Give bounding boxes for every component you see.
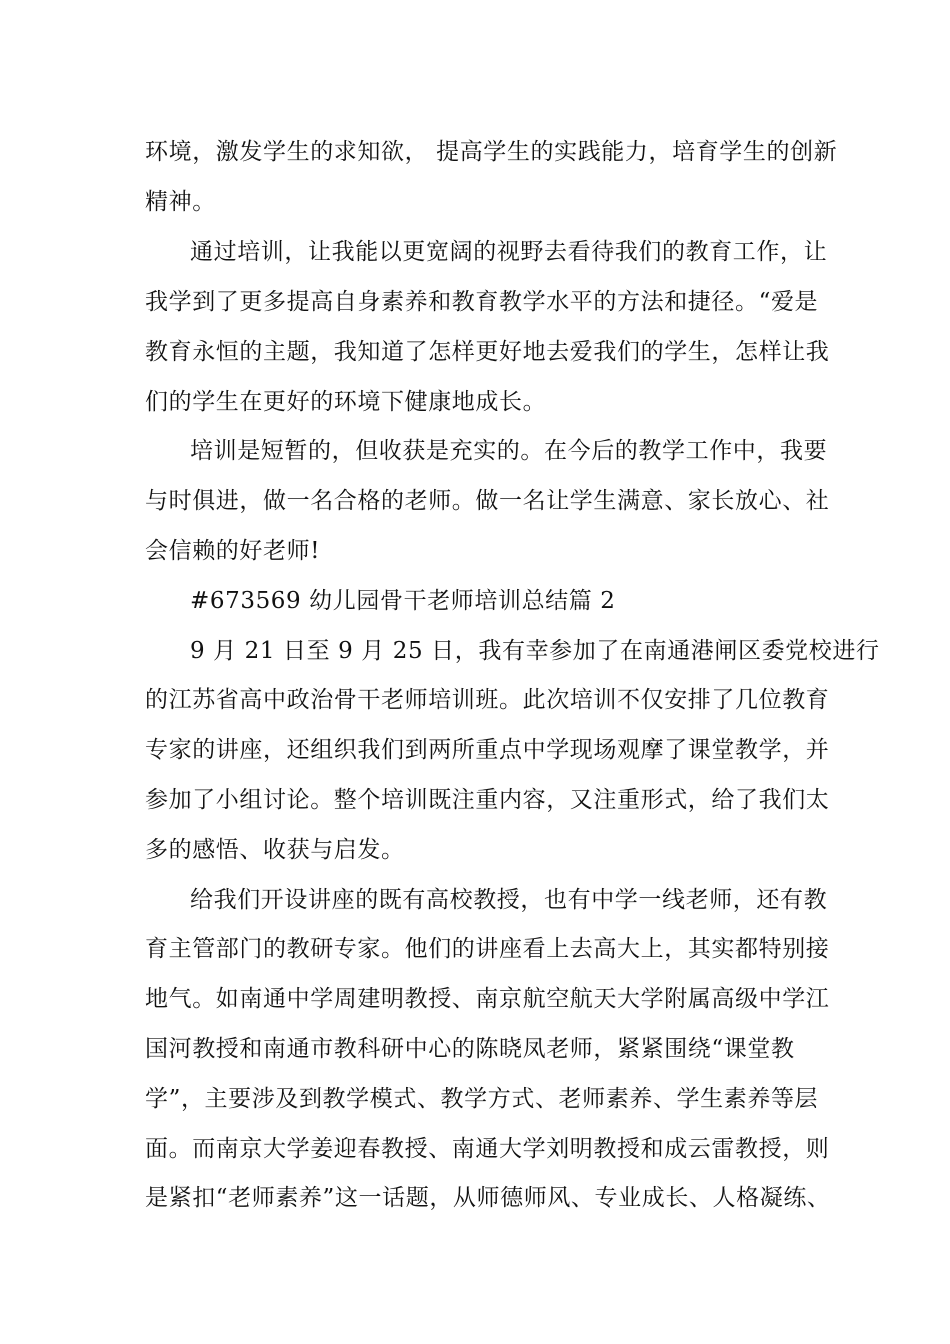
paragraph-first-line: 9 月 21 日至 9 月 25 日，我有幸参加了在南通港闸区委党校进行	[190, 638, 880, 664]
text-line: 国河教授和南通市教科研中心的陈晓凤老师，紧紧围绕“课堂教	[145, 1036, 795, 1062]
text-line: 们的学生在更好的环境下健康地成长。	[145, 389, 547, 415]
text-line: 参加了小组讨论。整个培训既注重内容，又注重形式，给了我们太	[145, 787, 830, 813]
text-line: 多的感悟、收获与启发。	[145, 837, 405, 863]
text-line: 育主管部门的教研专家。他们的讲座看上去高大上，其实都特别接	[145, 936, 830, 962]
text-line: 我学到了更多提高自身素养和教育教学水平的方法和捷径。“爱是	[145, 289, 819, 315]
text-line: 专家的讲座，还组织我们到两所重点中学现场观摩了课堂教学，并	[145, 737, 830, 763]
text-line: 与时俱进，做一名合格的老师。做一名让学生满意、家长放心、社	[145, 488, 830, 514]
text-line: 面。而南京大学姜迎春教授、南通大学刘明教授和成云雷教授，则	[145, 1136, 830, 1162]
text-line: 的江苏省高中政治骨干老师培训班。此次培训不仅安排了几位教育	[145, 687, 830, 713]
text-line: 精神。	[145, 189, 216, 215]
section-heading: #673569 幼儿园骨干老师培训总结篇 2	[190, 588, 616, 614]
text-line: 学”，主要涉及到教学模式、教学方式、老师素养、学生素养等层	[145, 1086, 819, 1112]
text-line: 地气。如南通中学周建明教授、南京航空航天大学附属高级中学江	[145, 986, 830, 1012]
paragraph-first-line: 通过培训，让我能以更宽阔的视野去看待我们的教育工作，让	[190, 239, 828, 265]
paragraph-first-line: 给我们开设讲座的既有高校教授，也有中学一线老师，还有教	[190, 887, 828, 913]
text-line: 是紧扣“老师素养”这一话题，从师德师风、专业成长、人格凝练、	[145, 1185, 831, 1211]
text-line: 会信赖的好老师!	[145, 538, 321, 564]
text-line: 教育永恒的主题，我知道了怎样更好地去爱我们的学生，怎样让我	[145, 339, 830, 365]
paragraph-first-line: 培训是短暂的，但收获是充实的。在今后的教学工作中，我要	[190, 438, 828, 464]
text-line: 环境，激发学生的求知欲， 提高学生的实践能力，培育学生的创新	[145, 139, 838, 165]
